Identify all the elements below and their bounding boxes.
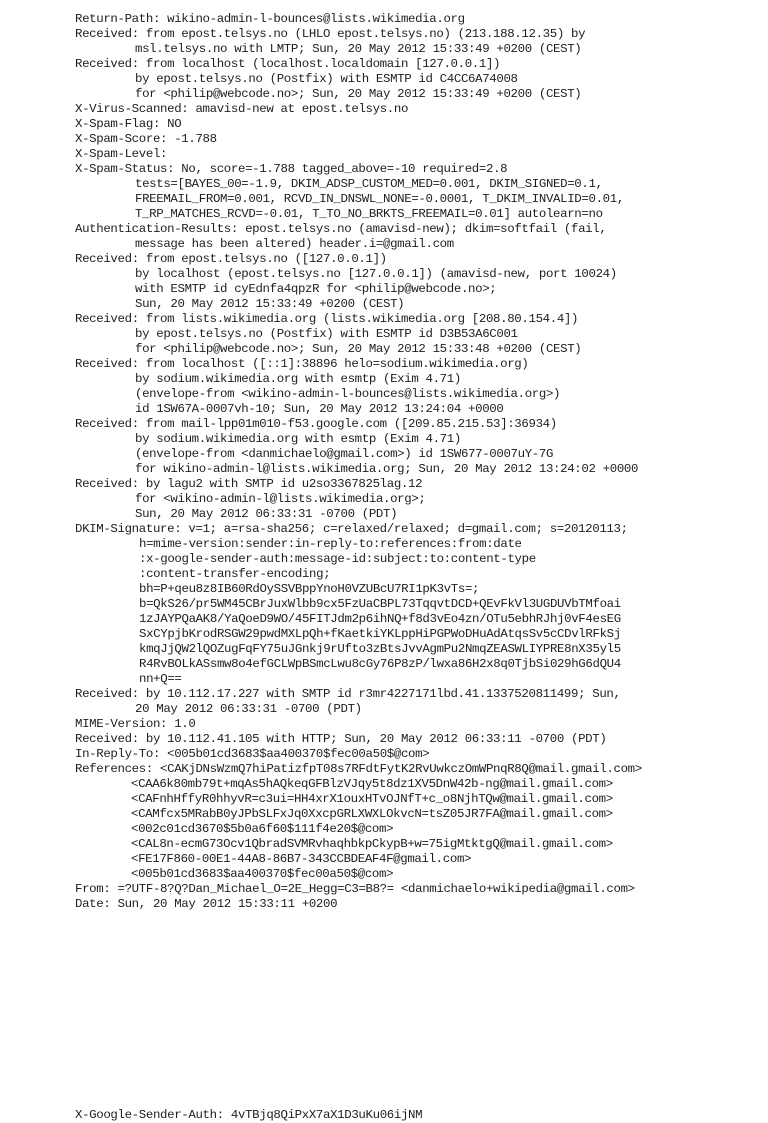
header-value: from localhost ([::1]:38896 helo=sodium.wikimedia.org) xyxy=(145,357,529,371)
header-field xyxy=(75,1108,765,1123)
header-first-line: References: <CAKjDNsWzmQ7hiPatizfpT08s7RFdtFytK2RvUwkczOmWPnqR8Q@mail.gmail.com> xyxy=(75,762,642,776)
header-continuation: by epost.telsys.no (Postfix) with ESMTP id C4CC6A74008 xyxy=(135,72,518,86)
header-value: from epost.telsys.no (LHLO epost.telsys.no) (213.188.12.35) by xyxy=(145,27,586,41)
header-first-line: X-Spam-Status: No, score=-1.788 tagged_above=-10 required=2.8 xyxy=(75,162,508,176)
header-continuation: bh=P+qeu8z8IB60RdOySSVBppYnoH0VZUBcU7RI1pK3vTs=; xyxy=(139,582,480,596)
header-value: by 10.112.41.105 with HTTP; Sun, 20 May 2012 06:33:11 -0700 (PDT) xyxy=(145,732,607,746)
header-continuation: <005b01cd3683$aa400370$fec00a50$@com> xyxy=(131,867,394,881)
header-continuation: for <wikino-admin-l@lists.wikimedia.org>; xyxy=(135,492,426,506)
header-first-line: Received: by 10.112.17.227 with SMTP id r3mr4227171lbd.41.1337520811499; Sun, xyxy=(75,687,621,701)
header-first-line: X-Spam-Score: -1.788 xyxy=(75,132,217,146)
header-continuation: Sun, 20 May 2012 06:33:31 -0700 (PDT) xyxy=(135,507,398,521)
header-first-line: Received: by 10.112.41.105 with HTTP; Sun, 20 May 2012 06:33:11 -0700 (PDT) xyxy=(75,732,607,746)
header-name: References xyxy=(75,762,146,776)
header-value: by lagu2 with SMTP id u2so3367825lag.12 xyxy=(145,477,423,491)
header-name: Received xyxy=(75,477,132,491)
header-name: X-Spam-Score xyxy=(75,132,161,146)
header-continuation: by sodium.wikimedia.org with esmtp (Exim 4.71) xyxy=(135,372,461,386)
header-name: Received xyxy=(75,57,132,71)
header-value: epost.telsys.no (amavisd-new); dkim=softfail (fail, xyxy=(245,222,607,236)
header-value: No, score=-1.788 tagged_above=-10 required=2.8 xyxy=(181,162,508,176)
header-name: From xyxy=(75,882,104,896)
header-continuation: :content-transfer-encoding; xyxy=(139,567,331,581)
header-name: In-Reply-To xyxy=(75,747,153,761)
header-continuation: for <philip@webcode.no>; Sun, 20 May 2012 15:33:49 +0200 (CEST) xyxy=(135,87,582,101)
header-field xyxy=(75,222,765,252)
header-value: <005b01cd3683$aa400370$fec00a50$@com> xyxy=(167,747,430,761)
header-first-line: Return-Path: wikino-admin-l-bounces@lists.wikimedia.org xyxy=(75,12,465,26)
header-continuation: for wikino-admin-l@lists.wikimedia.org; Sun, 20 May 2012 13:24:02 +0000 xyxy=(135,462,639,476)
header-continuation: for <philip@webcode.no>; Sun, 20 May 2012 15:33:48 +0200 (CEST) xyxy=(135,342,582,356)
header-value: =?UTF-8?Q?Dan_Michael_O=2E_Hegg=C3=B8?= <danmichaelo+wikipedia@gmail.com> xyxy=(117,882,635,896)
header-continuation: message has been altered) header.i=@gmail.com xyxy=(135,237,454,251)
header-continuation: by sodium.wikimedia.org with esmtp (Exim 4.71) xyxy=(135,432,461,446)
header-name: Received xyxy=(75,312,132,326)
header-field xyxy=(75,882,765,897)
header-value: Sun, 20 May 2012 15:33:11 +0200 xyxy=(117,897,338,911)
header-name: X-Spam-Level xyxy=(75,147,161,161)
header-name: Return-Path xyxy=(75,12,153,26)
header-continuation: Sun, 20 May 2012 15:33:49 +0200 (CEST) xyxy=(135,297,405,311)
header-continuation: FREEMAIL_FROM=0.001, RCVD_IN_DNSWL_NONE=-0.0001, T_DKIM_INVALID=0.01, xyxy=(135,192,624,206)
header-continuation: (envelope-from <danmichaelo@gmail.com>) id 1SW677-0007uY-7G xyxy=(135,447,554,461)
header-name: X-Spam-Status xyxy=(75,162,168,176)
header-continuation: id 1SW67A-0007vh-10; Sun, 20 May 2012 13:24:04 +0000 xyxy=(135,402,504,416)
header-name: MIME-Version xyxy=(75,717,161,731)
header-first-line: X-Virus-Scanned: amavisd-new at epost.telsys.no xyxy=(75,102,409,116)
header-field xyxy=(75,687,765,717)
header-value: from epost.telsys.no ([127.0.0.1]) xyxy=(145,252,387,266)
header-name: Received xyxy=(75,417,132,431)
header-continuation: :x-google-sender-auth:message-id:subject:to:content-type xyxy=(139,552,536,566)
header-field xyxy=(75,147,765,162)
header-continuation: <CAA6k80mb79t+mqAs5hAQkeqGFBlzVJqy5t8dz1XV5DnW42b-ng@mail.gmail.com> xyxy=(131,777,613,791)
header-field xyxy=(75,102,765,117)
header-continuation: by epost.telsys.no (Postfix) with ESMTP id D3B53A6C001 xyxy=(135,327,518,341)
header-first-line: Authentication-Results: epost.telsys.no (amavisd-new); dkim=softfail (fail, xyxy=(75,222,607,236)
header-field xyxy=(75,57,765,102)
header-field xyxy=(75,252,765,312)
header-field xyxy=(75,162,765,222)
header-continuation: SxCYpjbKrodRSGW29pwdMXLpQh+fKaetkiYKLppHiPGPWoDHuAdAtqsSv5cCDvlRFkSj xyxy=(139,627,621,641)
header-name: Received xyxy=(75,732,132,746)
header-value: from lists.wikimedia.org (lists.wikimedia.org [208.80.154.4]) xyxy=(145,312,579,326)
header-first-line: From: =?UTF-8?Q?Dan_Michael_O=2E_Hegg=C3=B8?= <danmichaelo+wikipedia@gmail.com> xyxy=(75,882,635,896)
header-field xyxy=(75,132,765,147)
header-first-line: Received: from lists.wikimedia.org (lists.wikimedia.org [208.80.154.4]) xyxy=(75,312,579,326)
email-headers xyxy=(75,12,765,1123)
header-name: X-Google-Sender-Auth xyxy=(75,1108,217,1122)
header-name: X-Spam-Flag xyxy=(75,117,153,131)
header-continuation: by localhost (epost.telsys.no [127.0.0.1]) (amavisd-new, port 10024) xyxy=(135,267,617,281)
header-first-line: In-Reply-To: <005b01cd3683$aa400370$fec00a50$@com> xyxy=(75,747,430,761)
header-name: Received xyxy=(75,27,132,41)
sender-auth-header xyxy=(75,1108,765,1123)
header-field xyxy=(75,522,765,687)
header-first-line: Received: from mail-lpp01m010-f53.google.com ([209.85.215.53]:36934) xyxy=(75,417,557,431)
header-name: X-Virus-Scanned xyxy=(75,102,182,116)
header-continuation: T_RP_MATCHES_RCVD=-0.01, T_TO_NO_BRKTS_FREEMAIL=0.01] autolearn=no xyxy=(135,207,603,221)
header-first-line: X-Spam-Flag: NO xyxy=(75,117,182,131)
header-field xyxy=(75,27,765,57)
header-name: Authentication-Results xyxy=(75,222,231,236)
header-continuation: tests=[BAYES_00=-1.9, DKIM_ADSP_CUSTOM_MED=0.001, DKIM_SIGNED=0.1, xyxy=(135,177,603,191)
header-field xyxy=(75,117,765,132)
header-value: from localhost (localhost.localdomain [127.0.0.1]) xyxy=(145,57,501,71)
header-first-line: X-Google-Sender-Auth: 4vTBjq8QiPxX7aX1D3uKu06ijNM xyxy=(75,1108,423,1122)
header-field xyxy=(75,312,765,357)
header-field xyxy=(75,762,765,882)
header-field xyxy=(75,717,765,732)
header-value: amavisd-new at epost.telsys.no xyxy=(195,102,409,116)
header-field xyxy=(75,417,765,477)
header-value: v=1; a=rsa-sha256; c=relaxed/relaxed; d=gmail.com; s=20120113; xyxy=(188,522,628,536)
header-continuation: R4RvBOLkASsmw8o4efGCLWpBSmcLwu8cGy76P8zP/lwxa86H2x8q0TjbSi029hG6dQU4 xyxy=(139,657,621,671)
header-first-line: MIME-Version: 1.0 xyxy=(75,717,196,731)
header-continuation: <002c01cd3670$5b0a6f60$111f4e20$@com> xyxy=(131,822,394,836)
header-first-line: Received: by lagu2 with SMTP id u2so3367825lag.12 xyxy=(75,477,423,491)
header-value: from mail-lpp01m010-f53.google.com ([209.85.215.53]:36934) xyxy=(145,417,557,431)
header-first-line: Received: from epost.telsys.no (LHLO epost.telsys.no) (213.188.12.35) by xyxy=(75,27,586,41)
header-continuation: h=mime-version:sender:in-reply-to:references:from:date xyxy=(139,537,522,551)
header-first-line: DKIM-Signature: v=1; a=rsa-sha256; c=relaxed/relaxed; d=gmail.com; s=20120113; xyxy=(75,522,628,536)
header-field xyxy=(75,747,765,762)
header-field xyxy=(75,12,765,27)
header-value: NO xyxy=(167,117,182,131)
header-continuation: 1zJAYPQaAK8/YaQoeD9WO/45FITJdm2p6ihNQ+f8d3vEo4zn/OTu5ebhRJhj0vF4esEG xyxy=(139,612,621,626)
header-value: -1.788 xyxy=(174,132,217,146)
header-continuation: kmqJjQW2lQOZugFqFY75uJGnkj9rUfto3zBtsJvvAgmPu2NmqZEASWLIYPRE8nX35yl5 xyxy=(139,642,621,656)
header-continuation: <CAFnhHffyR0hhyvR=c3ui=HH4xrX1ouxHTvOJNfT+c_o8NjhTQw@mail.gmail.com> xyxy=(131,792,613,806)
header-value: by 10.112.17.227 with SMTP id r3mr4227171lbd.41.1337520811499; Sun, xyxy=(145,687,621,701)
header-continuation: (envelope-from <wikino-admin-l-bounces@lists.wikimedia.org>) xyxy=(135,387,561,401)
header-field xyxy=(75,357,765,417)
header-continuation: 20 May 2012 06:33:31 -0700 (PDT) xyxy=(135,702,362,716)
header-first-line: Received: from localhost (localhost.localdomain [127.0.0.1]) xyxy=(75,57,501,71)
header-continuation: <CAMfcx5MRabB0yJPbSLFxJq0XxcpGRLXWXLOkvcN=tsZ05JR7FA@mail.gmail.com> xyxy=(131,807,613,821)
header-value: <CAKjDNsWzmQ7hiPatizfpT08s7RFdtFytK2RvUwkczOmWPnqR8Q@mail.gmail.com> xyxy=(160,762,642,776)
header-first-line: X-Spam-Level: xyxy=(75,147,168,161)
header-name: Received xyxy=(75,687,132,701)
header-field xyxy=(75,477,765,522)
header-first-line: Received: from epost.telsys.no ([127.0.0.1]) xyxy=(75,252,387,266)
header-continuation: with ESMTP id cyEdnfa4qpzR for <philip@webcode.no>; xyxy=(135,282,497,296)
header-field xyxy=(75,897,765,912)
header-continuation: nn+Q== xyxy=(139,672,182,686)
header-first-line: Received: from localhost ([::1]:38896 helo=sodium.wikimedia.org) xyxy=(75,357,529,371)
header-first-line: Date: Sun, 20 May 2012 15:33:11 +0200 xyxy=(75,897,338,911)
header-list xyxy=(75,12,765,912)
header-name: Received xyxy=(75,252,132,266)
header-field xyxy=(75,732,765,747)
header-continuation: <FE17F860-00E1-44A8-86B7-343CCBDEAF4F@gmail.com> xyxy=(131,852,472,866)
header-value: 4vTBjq8QiPxX7aX1D3uKu06ijNM xyxy=(230,1108,423,1122)
header-continuation: msl.telsys.no with LMTP; Sun, 20 May 2012 15:33:49 +0200 (CEST) xyxy=(135,42,582,56)
header-continuation: b=QkS26/pr5WM45CBrJuxWlbb9cx5FzUaCBPL73TqqvtDCD+QEvFkVl3UGDUVbTMfoai xyxy=(139,597,621,611)
header-name: DKIM-Signature xyxy=(75,522,175,536)
header-name: Date xyxy=(75,897,104,911)
header-value: 1.0 xyxy=(174,717,196,731)
header-name: Received xyxy=(75,357,132,371)
header-value: wikino-admin-l-bounces@lists.wikimedia.org xyxy=(167,12,465,26)
header-continuation: <CAL8n-ecmG73Ocv1QbradSVMRvhaqhbkpCkypB+w=75igMtktgQ@mail.gmail.com> xyxy=(131,837,613,851)
blank-gap xyxy=(75,912,765,1108)
